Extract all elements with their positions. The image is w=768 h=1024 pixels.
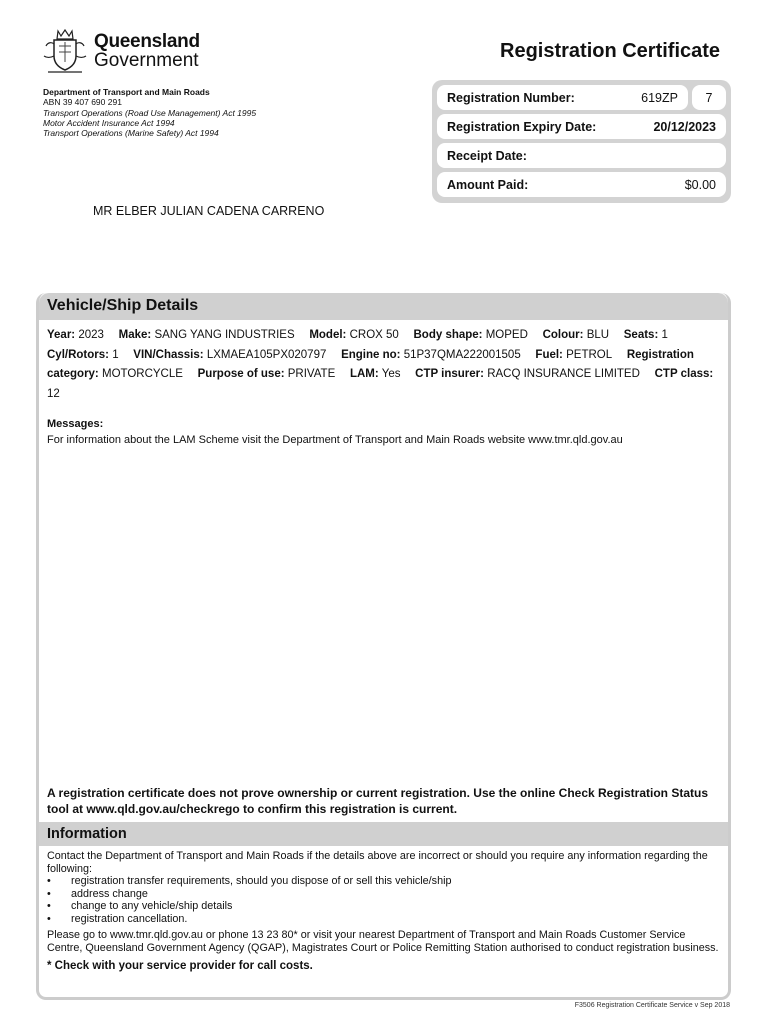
field-value: PETROL	[566, 348, 613, 361]
field-value: RACQ INSURANCE LIMITED	[487, 368, 640, 380]
registration-summary	[432, 80, 731, 203]
registration-number-suffix: 7	[692, 85, 726, 110]
expiry-label: Registration Expiry Date:	[447, 119, 597, 134]
list-item-text: change to any vehicle/ship details	[71, 900, 233, 912]
logo-government: Government	[94, 50, 199, 71]
field-value: PRIVATE	[287, 368, 336, 380]
field-label: Fuel:	[535, 348, 563, 361]
logo-queensland: Queensland	[94, 31, 200, 52]
field-value: 1	[112, 348, 119, 361]
amount-label: Amount Paid:	[447, 177, 529, 192]
act: Transport Operations (Road Use Management) Act 1995	[43, 107, 257, 118]
field-value: BLU	[586, 329, 610, 341]
call-cost-note: * Check with your service provider for call costs.	[47, 960, 313, 972]
owner-name: MR ELBER JULIAN CADENA CARRENO	[93, 204, 325, 218]
registration-number-row	[437, 85, 688, 110]
act: Transport Operations (Marine Safety) Act 1994	[43, 128, 219, 139]
registration-number: 619ZP	[641, 90, 678, 105]
list-item-text: registration transfer requirements, should you dispose of or sell this vehicle/ship	[71, 875, 452, 887]
field-value: 12	[47, 387, 60, 400]
field-value: 1	[661, 329, 668, 341]
ownership-warning: A registration certificate does not prove ownership or current registration. Use the online Check Registration Status tool at www.qld.gov.au/checkrego to confirm this registration is current.	[47, 786, 709, 816]
field-label: Colour:	[542, 329, 584, 341]
abn: ABN 39 407 690 291	[43, 97, 122, 108]
department-info	[43, 87, 256, 138]
information-list	[47, 875, 720, 925]
contact-text: Please go to www.tmr.qld.gov.au or phone 13 23 80* or visit your nearest Department of Transport and Main Roads Customer Service Centre, Queensland Government Agency (QGAP), Magistrates Court or Police Remitting Station authorised to conduct registration business.	[47, 929, 719, 954]
department-name: Department of Transport and Main Roads	[43, 87, 210, 97]
vehicle-details	[39, 320, 728, 410]
field-label: Model:	[309, 329, 347, 341]
expiry-date: 20/12/2023	[653, 119, 716, 134]
information-heading: Information	[39, 822, 728, 846]
message-text: For information about the LAM Scheme visit the Department of Transport and Main Roads website www.tmr.qld.gov.au	[47, 434, 623, 446]
act: Motor Accident Insurance Act 1994	[43, 117, 175, 128]
page-title: Registration Certificate	[500, 40, 721, 62]
field-label: Seats:	[623, 329, 659, 341]
field-label: Year:	[47, 329, 76, 341]
field-value: 51P37QMA222001505	[403, 348, 521, 361]
coat-of-arms-icon	[40, 26, 90, 76]
field-label: CTP class:	[654, 368, 714, 380]
messages	[39, 410, 728, 454]
field-label: Registration category:	[47, 348, 694, 380]
field-label: CTP insurer:	[415, 368, 484, 380]
list-item: • registration cancellation.	[47, 912, 188, 925]
information-section	[39, 822, 728, 977]
amount-row	[437, 172, 726, 197]
list-item-text: registration cancellation.	[71, 912, 188, 925]
field-label: VIN/Chassis:	[133, 348, 204, 361]
expiry-row	[437, 114, 726, 139]
field-label: Make:	[118, 329, 152, 341]
field-value: LXMAEA105PX020797	[206, 348, 327, 361]
vehicle-details-heading: Vehicle/Ship Details	[39, 293, 728, 320]
information-intro: Contact the Department of Transport and Main Roads if the details above are incorrect or should you require any information regarding the following:	[47, 850, 708, 875]
field-value: MOPED	[485, 329, 528, 341]
list-item-text: address change	[71, 887, 148, 900]
field-label: LAM:	[349, 368, 379, 380]
amount-paid: $0.00	[684, 177, 716, 192]
queensland-government-logo	[40, 26, 200, 76]
messages-label: Messages:	[47, 418, 104, 430]
field-label: Body shape:	[413, 329, 483, 341]
field-label: Purpose of use:	[197, 368, 285, 380]
field-label: Cyl/Rotors:	[47, 348, 109, 361]
form-code: F3506 Registration Certificate Service v Sep 2018	[574, 1002, 730, 1009]
field-value: Yes	[381, 368, 401, 380]
field-value: 2023	[78, 329, 104, 341]
list-item: • change to any vehicle/ship details	[47, 900, 233, 912]
field-value: CROX 50	[349, 329, 399, 341]
vehicle-details-panel	[36, 293, 731, 1000]
receipt-label: Receipt Date:	[447, 148, 527, 163]
registration-number-label: Registration Number:	[447, 90, 575, 105]
field-label: Engine no:	[341, 348, 401, 361]
field-value: SANG YANG INDUSTRIES	[154, 329, 295, 341]
list-item: • address change	[47, 887, 148, 900]
field-value: MOTORCYCLE	[101, 368, 183, 380]
receipt-row	[437, 143, 726, 168]
list-item: • registration transfer requirements, should you dispose of or sell this vehicle/ship	[47, 875, 452, 887]
